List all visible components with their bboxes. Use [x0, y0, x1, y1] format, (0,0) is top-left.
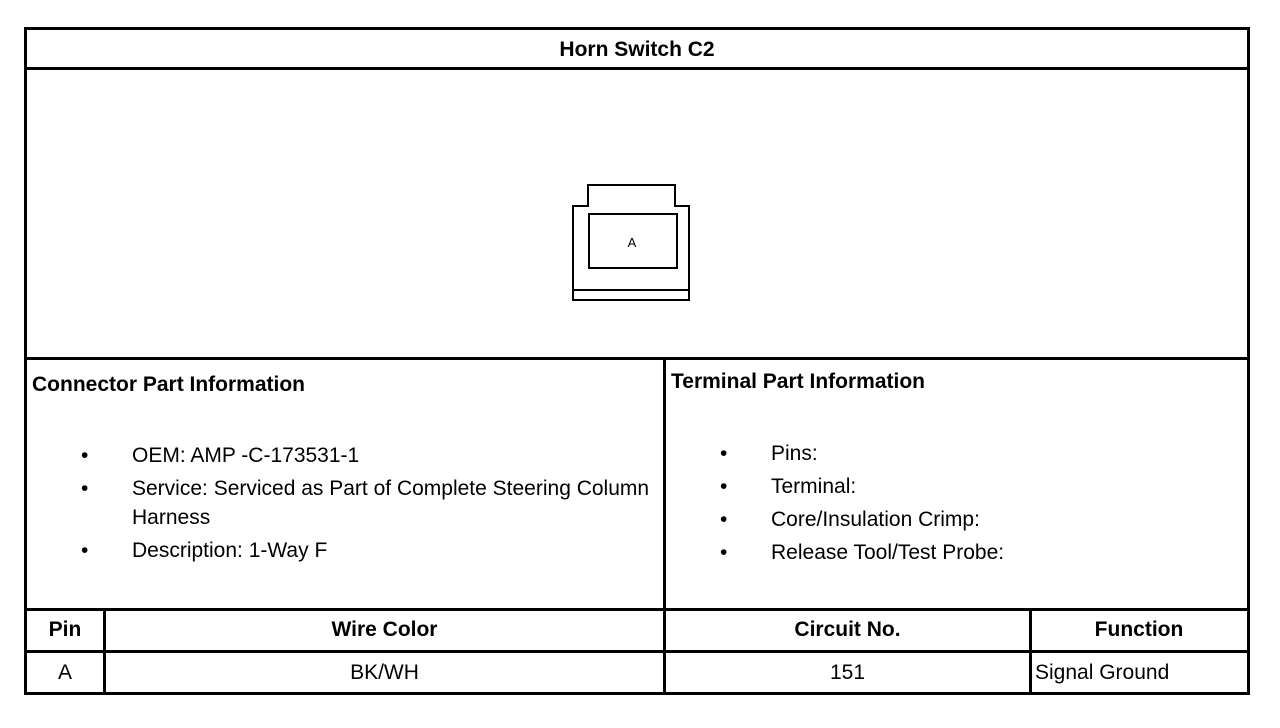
list-item: • Terminal: — [671, 472, 1241, 501]
bullet-icon: • — [720, 541, 728, 564]
cavity-label-a: A — [627, 235, 637, 250]
bullet-icon: • — [81, 539, 89, 562]
list-item: • Description: 1-Way F — [32, 536, 662, 565]
cell-wire-color: BK/WH — [350, 661, 419, 684]
section-divider — [27, 357, 1247, 360]
header-function: Function — [1094, 618, 1184, 641]
list-item: • Core/Insulation Crimp: — [671, 505, 1241, 534]
list-item: • Service: Serviced as Part of Complete Steering Column Harness — [32, 474, 662, 532]
connector-face-diagram — [27, 70, 1247, 360]
connector-info-heading: Connector Part Information — [32, 373, 306, 396]
bullet-icon: • — [720, 475, 728, 498]
header-circuit-no: Circuit No. — [794, 618, 901, 641]
connector-part-info — [27, 363, 663, 608]
header-pin: Pin — [48, 618, 82, 641]
page-title: Horn Switch C2 — [27, 30, 1247, 70]
connector-sheet — [24, 27, 1250, 695]
header-wire-color: Wire Color — [331, 618, 438, 641]
connector-drawing — [27, 70, 1247, 360]
cell-circuit-no: 151 — [829, 661, 866, 684]
list-item: • Pins: — [671, 439, 1241, 468]
bullet-icon: • — [720, 508, 728, 531]
table-top-border — [27, 608, 1247, 611]
bullet-icon: • — [81, 444, 89, 467]
list-item: • OEM: AMP -C-173531-1 — [32, 441, 662, 470]
list-item: • Release Tool/Test Probe: — [671, 538, 1241, 567]
cell-pin: A — [57, 661, 72, 684]
bullet-icon: • — [720, 442, 728, 465]
cell-function: Signal Ground — [1035, 661, 1170, 684]
bullet-icon: • — [81, 477, 89, 500]
terminal-info-list — [671, 439, 1241, 571]
connector-info-list — [32, 441, 662, 569]
table-header-border — [27, 650, 1247, 653]
terminal-part-info — [666, 363, 1246, 608]
terminal-info-heading: Terminal Part Information — [671, 370, 925, 393]
